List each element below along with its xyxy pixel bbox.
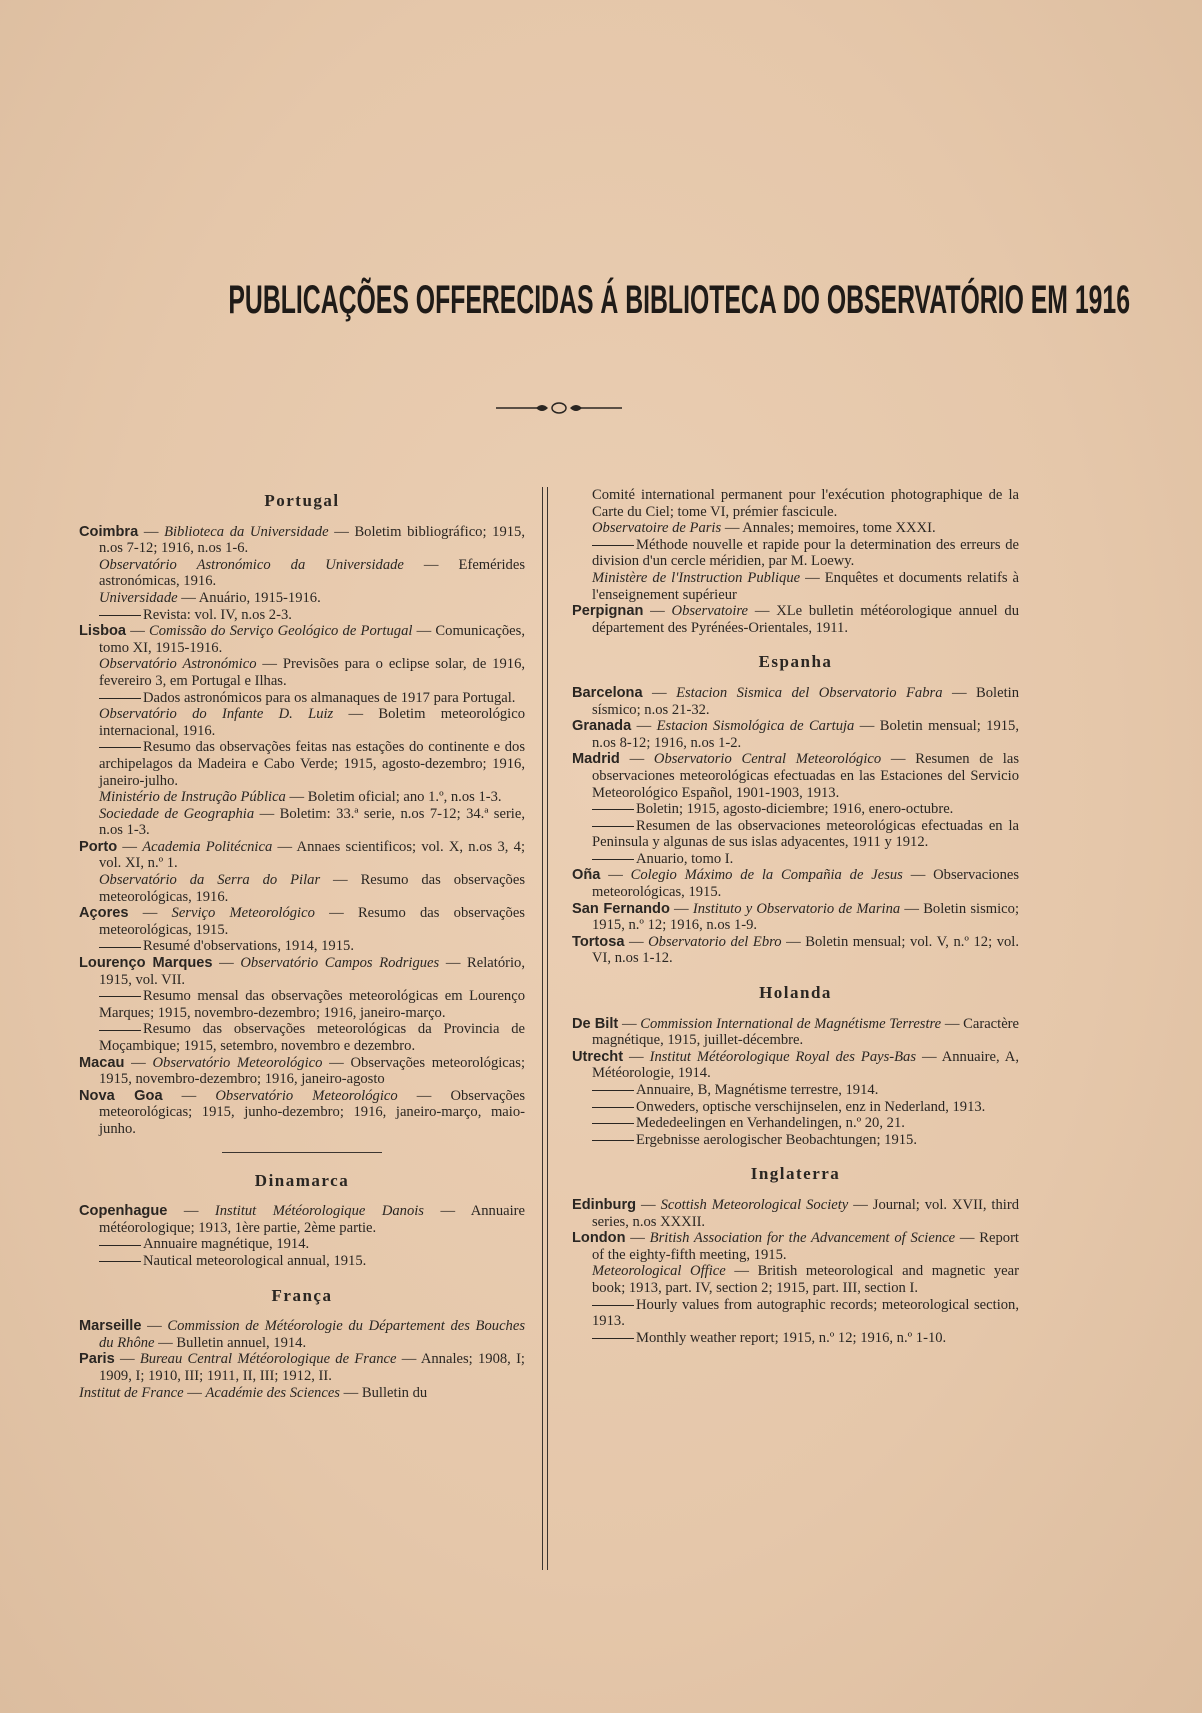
entry: Granada — Estacion Sismológica de Cartuja — Boletin mensual; 1915, n.os 8-12; 1916, n.os 1-2. xyxy=(572,718,1020,751)
entry: Resumen de las observaciones meteorológicas efectuadas en la Peninsula y algunas de sus islas adyacentes, 1911 y 1912. xyxy=(592,817,1019,851)
entry: Madrid — Observatorio Central Meteorológico — Resumen de las observaciones meteorológicas efectuadas en las Estaciones del Servicio Meteorológico Español, 1901-1903, 1913. xyxy=(572,751,1019,801)
entry: Utrecht — Institut Météorologique Royal des Pays-Bas — Annuaire, A, Météorologie, 1914. xyxy=(572,1048,1019,1082)
entry: Hourly values from autographic records; meteorological section, 1913. xyxy=(592,1296,1019,1330)
entry: Nova Goa — Observatório Meteorológico — Observações meteorológicas; 1915, junho-dezembro; 1916, janeiro-março, maio-junho. xyxy=(79,1087,526,1137)
entry-continuation: Comité international permanent pour l'exécution photographique de la Carte du Ciel; tome VI, prémier fascicule. xyxy=(592,487,1019,520)
entry: Coimbra — Biblioteca da Universidade — Boletim bibliográfico; 1915, n.os 7-12; 1916, n.os 1-6. xyxy=(79,523,526,557)
entry: Universidade — Anuário, 1915-1916. xyxy=(99,589,321,606)
left-column xyxy=(79,487,525,1401)
entry: Resumo das observações feitas nas estações do continente e dos archipelagos da Madeira e Cabo Verde; 1915, agosto-dezembro; 1916, janeiro-julho. xyxy=(99,739,525,789)
entry: Sociedade de Geographia — Boletim: 33.ª serie, n.os 7-12; 34.ª serie, n.os 1-3. xyxy=(99,805,525,839)
entry: Monthly weather report; 1915, n.º 12; 1916, n.º 1-10. xyxy=(572,1330,1019,1347)
entry: Marseille — Commission de Météorologie du Département des Bouches du Rhône — Bulletin annuel, 1914. xyxy=(79,1318,525,1351)
entry: Lourenço Marques — Observatório Campos Rodrigues — Relatório, 1915, vol. VII. xyxy=(79,955,525,988)
entry: Nautical meteorological annual, 1915. xyxy=(79,1253,525,1270)
entry: Observatório Astronómico — Previsões para o eclipse solar, de 1916, fevereiro 3, em Portugal e Ilhas. xyxy=(99,656,526,689)
section-heading-espanha: Espanha xyxy=(758,652,833,672)
section-heading-dinamarca: Dinamarca xyxy=(254,1170,350,1190)
entry: Resumé d'observations, 1914, 1915. xyxy=(79,938,525,955)
right-column xyxy=(572,487,1019,1346)
entry: Ergebnisse aerologischer Beobachtungen; 1915. xyxy=(572,1132,1019,1149)
entry: San Fernando — Instituto y Observatorio de Marina — Boletin sismico; 1915, n.º 12; 1916, n.os 1-9. xyxy=(572,900,1020,934)
entry: Paris — Bureau Central Météorologique de France — Annales; 1908, I; 1909, I; 1910, III; 1911, II, III; 1912, II. xyxy=(79,1351,525,1384)
entry: Resumo mensal das observações meteorológicas em Lourenço Marques; 1915, novembro-dezembro; 1916, janeiro-março. xyxy=(99,988,525,1021)
entry: Méthode nouvelle et rapide pour la determination des erreurs de division d'un cercle méridien, par M. Loewy. xyxy=(592,536,1019,570)
entry: Ministère de l'Instruction Publique — Enquêtes et documents relatifs à l'enseignement supérieur xyxy=(592,569,1019,603)
entry: De Bilt — Commission International de Magnétisme Terrestre — Caractère magnétique, 1915, juillet-décembre. xyxy=(572,1015,1020,1049)
entry: Institut de France — Académie des Sciences — Bulletin du xyxy=(79,1384,428,1401)
ornament-divider xyxy=(496,400,622,416)
entry: Mededeelingen en Verhandelingen, n.º 20, 21. xyxy=(572,1115,1019,1132)
section-rule xyxy=(222,1152,382,1153)
entry: Observatório da Serra do Pilar — Resumo das observações meteorológicas, 1916. xyxy=(99,872,526,905)
entry: Resumo das observações meteorológicas da Provincia de Moçambique; 1915, setembro, novembro e dezembro. xyxy=(99,1021,525,1054)
entry: London — British Association for the Advancement of Science — Report of the eighty-fifth meeting, 1915. xyxy=(572,1230,1019,1263)
column-divider xyxy=(542,487,548,1570)
entry: Onweders, optische verschijnselen, enz in Nederland, 1913. xyxy=(572,1099,1019,1116)
entry: Meteorological Office — British meteorological and magnetic year book; 1913, part. IV, section 2; 1915, part. III, section I. xyxy=(592,1263,1019,1296)
entry: Macau — Observatório Meteorológico — Observações meteorológicas; 1915, novembro-dezembro; 1916, janeiro-agosto xyxy=(79,1054,525,1088)
entry: Observatório do Infante D. Luiz — Boletim meteorológico internacional, 1916. xyxy=(99,706,526,739)
entry: Copenhague — Institut Météorologique Danois — Annuaire météorologique; 1913, 1ère partie, 2ème partie. xyxy=(79,1203,526,1236)
entry: Ministério de Instrução Pública — Boletim oficial; ano 1.º, n.os 1-3. xyxy=(99,789,502,806)
entry: Observatório Astronómico da Universidade — Efemérides astronómicas, 1916. xyxy=(99,556,525,590)
entry: Porto — Academia Politécnica — Annaes scientificos; vol. X, n.os 3, 4; vol. XI, n.º 1. xyxy=(79,838,525,872)
section-heading-portugal: Portugal xyxy=(264,491,340,510)
entry: Annuaire, B, Magnétisme terrestre, 1914. xyxy=(572,1082,1019,1099)
entry: Perpignan — Observatoire — XLe bulletin météorologique annuel du département des Pyrénées-Orientales, 1911. xyxy=(572,603,1019,636)
entry: Oña — Colegio Máximo de la Compañia de Jesus — Observaciones meteorológicas, 1915. xyxy=(572,867,1020,901)
entry: Revista: vol. IV, n.os 2-3. xyxy=(79,607,525,624)
page-title: PUBLICAÇÕES OFFERECIDAS Á BIBLIOTECA DO OBSERVATÓRIO EM 1916 xyxy=(228,278,1131,322)
entry: Observatoire de Paris — Annales; memoires, tome XXXI. xyxy=(592,520,936,537)
entry: Lisboa — Comissão do Serviço Geológico de Portugal — Comunicações, tomo XI, 1915-1916. xyxy=(79,623,525,656)
entry: Tortosa — Observatorio del Ebro — Boletin mensual; vol. V, n.º 12; vol. VI, n.os 1-12. xyxy=(572,933,1019,967)
entry: Annuaire magnétique, 1914. xyxy=(79,1236,525,1253)
entry: Anuario, tomo I. xyxy=(572,851,1019,868)
section-heading-franca: França xyxy=(271,1285,333,1305)
entry: Dados astronómicos para os almanaques de 1917 para Portugal. xyxy=(79,690,525,707)
entry: Edinburg — Scottish Meteorological Society — Journal; vol. XVII, third series, n.os XXXII. xyxy=(572,1196,1019,1230)
entry: Boletin; 1915, agosto-diciembre; 1916, enero-octubre. xyxy=(572,801,1019,818)
entry: Açores — Serviço Meteorológico — Resumo das observações meteorológicas, 1915. xyxy=(79,905,525,938)
section-heading-holanda: Holanda xyxy=(759,983,832,1003)
entry: Barcelona — Estacion Sismica del Observatorio Fabra — Boletin sísmico; n.os 21-32. xyxy=(572,684,1019,718)
section-heading-inglaterra: Inglaterra xyxy=(750,1164,841,1184)
